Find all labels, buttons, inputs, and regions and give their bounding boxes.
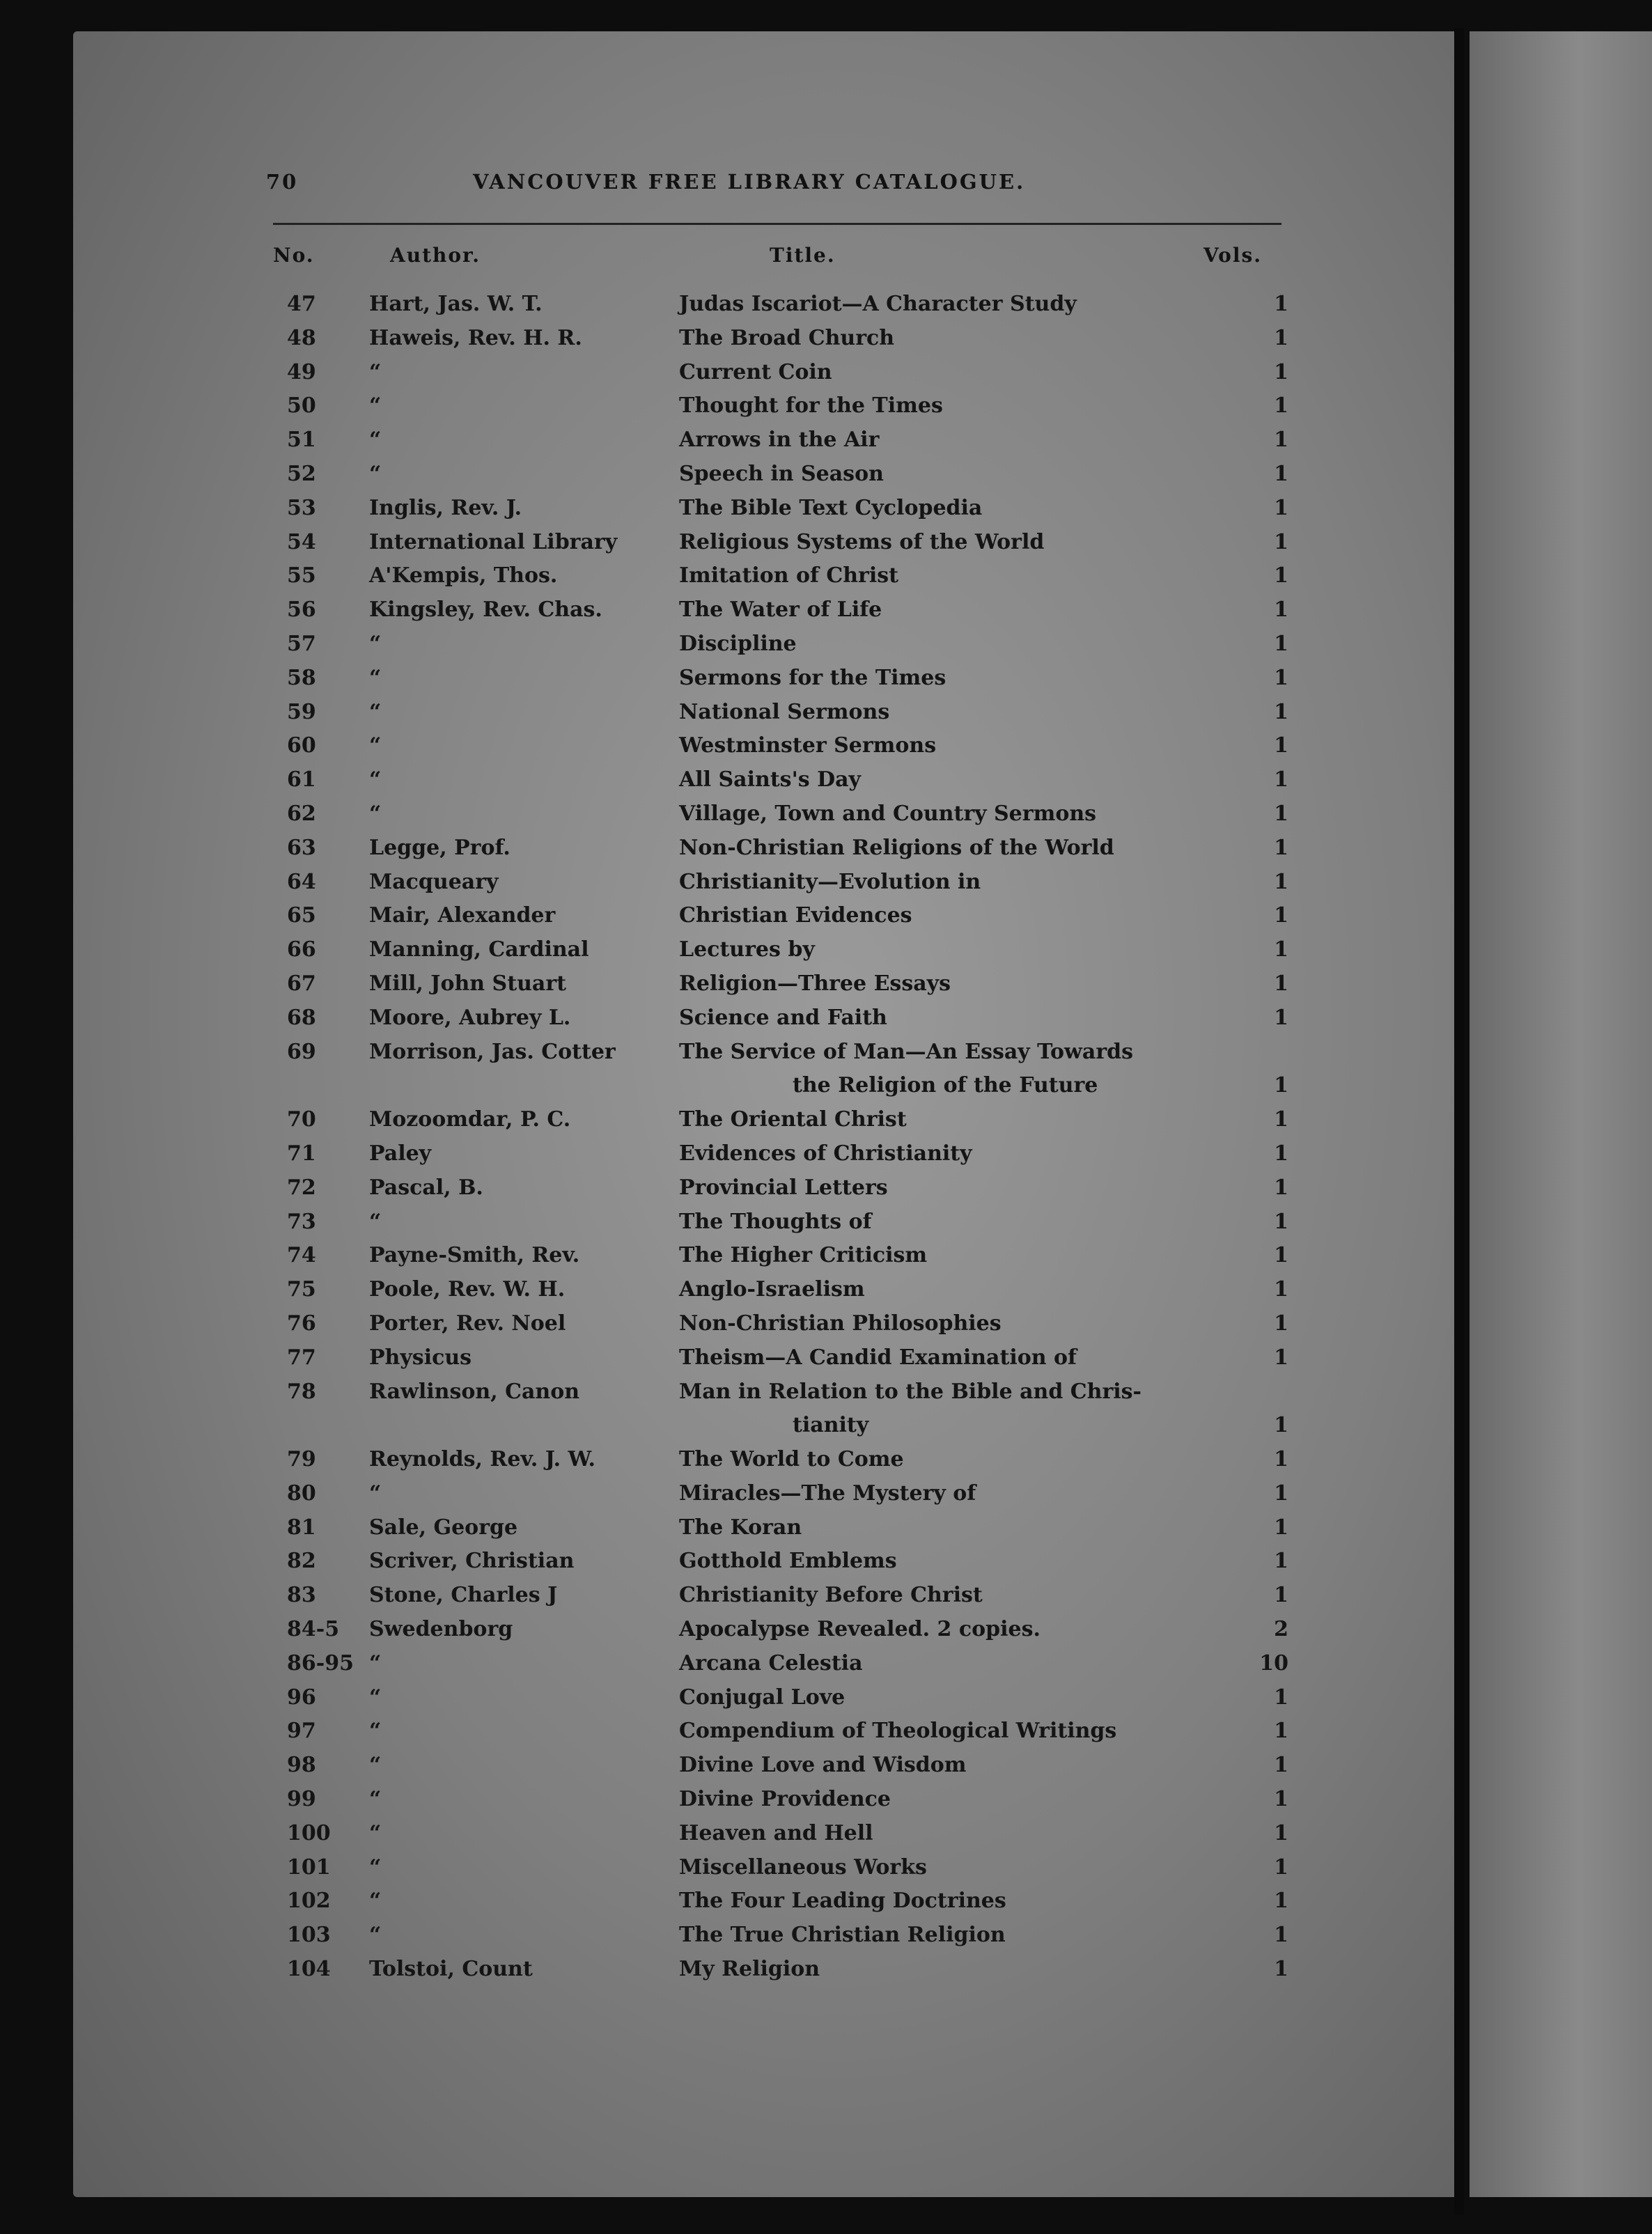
entry-author: “ (369, 393, 382, 419)
entry-author: “ (369, 1719, 382, 1744)
entry-number: 72 (287, 1175, 316, 1200)
entry-author: “ (369, 359, 382, 384)
table-row (0, 593, 1652, 627)
entry-vols: 1 (1274, 1549, 1288, 1574)
entry-vols: 1 (1274, 1209, 1288, 1234)
page-header (266, 170, 1279, 201)
entry-title: tianity (793, 1413, 869, 1438)
entry-title: Miracles—The Mystery of (679, 1481, 976, 1506)
entry-author: Stone, Charles J (369, 1583, 558, 1608)
entry-vols: 1 (1274, 1889, 1288, 1914)
entry-vols: 1 (1274, 1345, 1288, 1370)
table-row (0, 1273, 1652, 1307)
entry-author: “ (369, 699, 382, 724)
entry-author: “ (369, 1650, 382, 1676)
entry-number: 55 (287, 563, 316, 588)
table-row (0, 1239, 1652, 1273)
entry-title: Lectures by (679, 937, 815, 962)
entry-title: Non-Christian Religions of the World (679, 835, 1114, 860)
entry-title: Discipline (679, 631, 797, 656)
table-row (0, 696, 1652, 730)
entry-author: Poole, Rev. W. H. (369, 1277, 566, 1302)
entry-number: 84-5 (287, 1617, 340, 1642)
table-row (0, 967, 1652, 1001)
entry-title: The Water of Life (679, 597, 882, 623)
entry-author: “ (369, 1854, 382, 1880)
entry-title: Speech in Season (679, 461, 884, 486)
table-row (0, 1579, 1652, 1613)
entry-title: Heaven and Hell (679, 1820, 873, 1845)
entry-vols: 1 (1274, 1957, 1288, 1982)
entry-title: National Sermons (679, 699, 890, 724)
entry-vols: 1 (1274, 393, 1288, 419)
entry-title: Judas Iscariot—A Character Study (679, 292, 1077, 316)
entry-author: Scriver, Christian (369, 1549, 575, 1574)
entry-title: Theism—A Candid Examination of (679, 1345, 1077, 1370)
entry-vols: 1 (1274, 428, 1288, 453)
entry-title: the Religion of the Future (793, 1073, 1098, 1098)
entry-author: “ (369, 1923, 382, 1948)
entry-vols: 1 (1274, 461, 1288, 486)
entry-vols: 1 (1274, 699, 1288, 724)
entry-number: 104 (287, 1957, 331, 1982)
entry-number: 97 (287, 1719, 316, 1744)
entry-title: Arrows in the Air (679, 428, 880, 453)
entry-author: Physicus (369, 1345, 472, 1370)
entry-number: 65 (287, 903, 316, 928)
column-header-title: Title. (770, 244, 836, 267)
entry-number: 80 (287, 1481, 316, 1506)
entry-author: Rawlinson, Canon (369, 1379, 580, 1404)
entry-number: 68 (287, 1005, 316, 1030)
entry-title: Miscellaneous Works (679, 1854, 927, 1880)
entry-number: 47 (287, 292, 316, 316)
entry-vols: 1 (1274, 1923, 1288, 1948)
entry-number: 75 (287, 1277, 316, 1302)
entry-vols: 1 (1274, 1107, 1288, 1132)
entry-vols: 1 (1274, 1277, 1288, 1302)
table-row (0, 356, 1652, 390)
entry-number: 83 (287, 1583, 316, 1608)
table-row (0, 866, 1652, 900)
entry-author: Payne-Smith, Rev. (369, 1243, 580, 1268)
entry-author: Legge, Prof. (369, 835, 511, 860)
entry-author: Macqueary (369, 869, 499, 894)
page-number: 70 (266, 170, 299, 194)
table-row (0, 1749, 1652, 1783)
table-row (0, 1103, 1652, 1137)
entry-vols: 1 (1274, 1413, 1288, 1438)
table-row (0, 1307, 1652, 1341)
column-header-vols: Vols. (1203, 244, 1262, 267)
table-row (0, 288, 1652, 322)
entry-title: Man in Relation to the Bible and Chris- (679, 1379, 1141, 1404)
entry-number: 76 (287, 1311, 316, 1336)
entry-author: “ (369, 1481, 382, 1506)
entry-author: “ (369, 1820, 382, 1845)
table-row (0, 1511, 1652, 1545)
entry-title: Provincial Letters (679, 1175, 888, 1200)
entry-title: Divine Providence (679, 1787, 891, 1812)
entry-vols: 1 (1274, 529, 1288, 554)
table-row (0, 899, 1652, 933)
entry-vols: 1 (1274, 563, 1288, 588)
table-row (0, 1069, 1652, 1103)
entry-title: The Koran (679, 1515, 802, 1540)
entry-title: Conjugal Love (679, 1685, 846, 1710)
table-row (0, 1205, 1652, 1240)
table-row (0, 1613, 1652, 1647)
entry-number: 74 (287, 1243, 316, 1268)
entry-author: Hart, Jas. W. T. (369, 292, 543, 316)
entry-number: 81 (287, 1515, 316, 1540)
entry-vols: 1 (1274, 1515, 1288, 1540)
entry-number: 63 (287, 835, 316, 860)
catalogue-entries (0, 288, 1652, 1987)
entry-number: 78 (287, 1379, 316, 1404)
entry-author: “ (369, 1685, 382, 1710)
entry-title: Anglo-Israelism (679, 1277, 865, 1302)
entry-vols: 1 (1274, 903, 1288, 928)
entry-author: Manning, Cardinal (369, 937, 589, 962)
entry-author: “ (369, 665, 382, 690)
entry-title: Religious Systems of the World (679, 529, 1045, 554)
entry-number: 59 (287, 699, 316, 724)
entry-title: Apocalypse Revealed. 2 copies. (679, 1617, 1041, 1642)
entry-author: “ (369, 631, 382, 656)
entry-vols: 2 (1274, 1617, 1288, 1642)
column-header-no: No. (273, 244, 315, 267)
entry-title: The Higher Criticism (679, 1243, 928, 1268)
table-row (0, 559, 1652, 593)
entry-vols: 1 (1274, 1481, 1288, 1506)
entry-title: The Bible Text Cyclopedia (679, 495, 983, 520)
table-row (0, 1884, 1652, 1919)
entry-author: Mair, Alexander (369, 903, 556, 928)
table-row (0, 1783, 1652, 1817)
entry-vols: 1 (1274, 733, 1288, 758)
entry-author: “ (369, 733, 382, 758)
entry-number: 57 (287, 631, 316, 656)
entry-author: “ (369, 1209, 382, 1234)
entry-author: Mill, John Stuart (369, 971, 566, 996)
entry-title: Non-Christian Philosophies (679, 1311, 1002, 1336)
entry-author: Porter, Rev. Noel (369, 1311, 566, 1336)
entry-vols: 1 (1274, 1141, 1288, 1166)
entry-number: 101 (287, 1854, 331, 1880)
entry-vols: 1 (1274, 597, 1288, 623)
entry-author: Haweis, Rev. H. R. (369, 325, 582, 350)
entry-author: Morrison, Jas. Cotter (369, 1039, 616, 1064)
table-row (0, 1919, 1652, 1953)
table-row (0, 322, 1652, 356)
table-row (0, 389, 1652, 423)
entry-number: 60 (287, 733, 316, 758)
entry-author: Pascal, B. (369, 1175, 483, 1200)
entry-vols: 1 (1274, 1787, 1288, 1812)
entry-title: The Broad Church (679, 325, 895, 350)
table-row (0, 1341, 1652, 1375)
table-row (0, 1851, 1652, 1885)
entry-title: Thought for the Times (679, 393, 943, 419)
entry-vols: 1 (1274, 1175, 1288, 1200)
entry-number: 61 (287, 767, 316, 792)
entry-number: 69 (287, 1039, 316, 1064)
entry-author: Tolstoi, Count (369, 1957, 533, 1982)
entry-vols: 1 (1274, 1073, 1288, 1098)
entry-title: The Thoughts of (679, 1209, 872, 1234)
table-row (0, 1545, 1652, 1579)
table-row (0, 1443, 1652, 1477)
entry-number: 50 (287, 393, 316, 419)
entry-vols: 1 (1274, 1820, 1288, 1845)
entry-number: 56 (287, 597, 316, 623)
entry-number: 96 (287, 1685, 316, 1710)
entry-author: Sale, George (369, 1515, 518, 1540)
entry-author: “ (369, 1753, 382, 1778)
entry-vols: 1 (1274, 1243, 1288, 1268)
table-row (0, 1171, 1652, 1205)
table-row (0, 1036, 1652, 1070)
entry-title: The Oriental Christ (679, 1107, 907, 1132)
entry-author: A'Kempis, Thos. (369, 563, 558, 588)
entry-title: Arcana Celestia (679, 1650, 863, 1676)
entry-author: Swedenborg (369, 1617, 513, 1642)
entry-vols: 1 (1274, 1447, 1288, 1472)
entry-number: 64 (287, 869, 316, 894)
entry-vols: 1 (1274, 1583, 1288, 1608)
entry-vols: 1 (1274, 767, 1288, 792)
entry-number: 79 (287, 1447, 316, 1472)
entry-number: 53 (287, 495, 316, 520)
entry-title: The World to Come (679, 1447, 904, 1472)
entry-number: 54 (287, 529, 316, 554)
entry-number: 70 (287, 1107, 316, 1132)
entry-author: International Library (369, 529, 618, 554)
entry-number: 71 (287, 1141, 316, 1166)
entry-title: My Religion (679, 1957, 820, 1982)
entry-number: 67 (287, 971, 316, 996)
entry-title: The Service of Man—An Essay Towards (679, 1039, 1133, 1064)
entry-author: Paley (369, 1141, 432, 1166)
entry-vols: 1 (1274, 1854, 1288, 1880)
column-header-author: Author. (390, 244, 481, 267)
table-row (0, 492, 1652, 526)
table-row (0, 1477, 1652, 1511)
entry-vols: 1 (1274, 665, 1288, 690)
column-headers (0, 244, 1652, 272)
table-row (0, 1647, 1652, 1681)
entry-number: 82 (287, 1549, 316, 1574)
entry-title: Westminster Sermons (679, 733, 937, 758)
entry-number: 86-95 (287, 1650, 354, 1676)
entry-author: Mozoomdar, P. C. (369, 1107, 571, 1132)
entry-vols: 1 (1274, 801, 1288, 826)
entry-vols: 1 (1274, 495, 1288, 520)
entry-number: 77 (287, 1345, 316, 1370)
entry-title: Science and Faith (679, 1005, 887, 1030)
entry-author: Kingsley, Rev. Chas. (369, 597, 602, 623)
table-row (0, 831, 1652, 866)
entry-title: Evidences of Christianity (679, 1141, 972, 1166)
table-row (0, 763, 1652, 797)
entry-author: “ (369, 1787, 382, 1812)
entry-vols: 1 (1274, 1005, 1288, 1030)
entry-vols: 1 (1274, 1719, 1288, 1744)
entry-number: 62 (287, 801, 316, 826)
entry-vols: 1 (1274, 292, 1288, 316)
entry-number: 103 (287, 1923, 331, 1948)
table-row (0, 627, 1652, 662)
entry-vols: 1 (1274, 359, 1288, 384)
entry-author: “ (369, 1889, 382, 1914)
entry-author: Inglis, Rev. J. (369, 495, 522, 520)
table-row (0, 1817, 1652, 1851)
entry-title: The Four Leading Doctrines (679, 1889, 1006, 1914)
table-row (0, 1375, 1652, 1409)
entry-number: 73 (287, 1209, 316, 1234)
table-row (0, 423, 1652, 458)
entry-title: Imitation of Christ (679, 563, 898, 588)
table-row (0, 933, 1652, 967)
entry-number: 99 (287, 1787, 316, 1812)
entry-vols: 1 (1274, 325, 1288, 350)
table-row (0, 1681, 1652, 1715)
entry-title: Sermons for the Times (679, 665, 946, 690)
table-row (0, 526, 1652, 560)
table-row (0, 458, 1652, 492)
entry-title: Divine Love and Wisdom (679, 1753, 967, 1778)
entry-author: “ (369, 461, 382, 486)
entry-number: 48 (287, 325, 316, 350)
entry-author: “ (369, 801, 382, 826)
entry-number: 66 (287, 937, 316, 962)
entry-vols: 1 (1274, 937, 1288, 962)
entry-title: The True Christian Religion (679, 1923, 1006, 1948)
entry-vols: 1 (1274, 971, 1288, 996)
entry-vols: 1 (1274, 869, 1288, 894)
entry-vols: 1 (1274, 631, 1288, 656)
table-row (0, 797, 1652, 831)
entry-title: Christianity Before Christ (679, 1583, 983, 1608)
entry-author: “ (369, 428, 382, 453)
entry-vols: 1 (1274, 1311, 1288, 1336)
table-row (0, 662, 1652, 696)
entry-author: Moore, Aubrey L. (369, 1005, 571, 1030)
table-row (0, 1001, 1652, 1036)
entry-number: 51 (287, 428, 316, 453)
entry-author: Reynolds, Rev. J. W. (369, 1447, 595, 1472)
running-title: VANCOUVER FREE LIBRARY CATALOGUE. (473, 170, 1026, 194)
table-row (0, 1409, 1652, 1443)
table-row (0, 1953, 1652, 1987)
entry-number: 98 (287, 1753, 316, 1778)
entry-author: “ (369, 767, 382, 792)
entry-number: 58 (287, 665, 316, 690)
entry-title: Gotthold Emblems (679, 1549, 897, 1574)
entry-title: Christian Evidences (679, 903, 912, 928)
entry-title: Compendium of Theological Writings (679, 1719, 1117, 1744)
entry-number: 52 (287, 461, 316, 486)
entry-number: 100 (287, 1820, 331, 1845)
entry-title: Religion—Three Essays (679, 971, 951, 996)
entry-title: Christianity—Evolution in (679, 869, 981, 894)
entry-vols: 1 (1274, 1753, 1288, 1778)
entry-title: All Saints's Day (679, 767, 861, 792)
table-row (0, 1714, 1652, 1749)
entry-title: Current Coin (679, 359, 832, 384)
table-row (0, 1137, 1652, 1171)
entry-vols: 1 (1274, 1685, 1288, 1710)
table-row (0, 729, 1652, 763)
entry-vols: 10 (1259, 1650, 1288, 1676)
entry-vols: 1 (1274, 835, 1288, 860)
entry-number: 49 (287, 359, 316, 384)
header-rule (273, 223, 1281, 225)
entry-number: 102 (287, 1889, 331, 1914)
entry-title: Village, Town and Country Sermons (679, 801, 1097, 826)
